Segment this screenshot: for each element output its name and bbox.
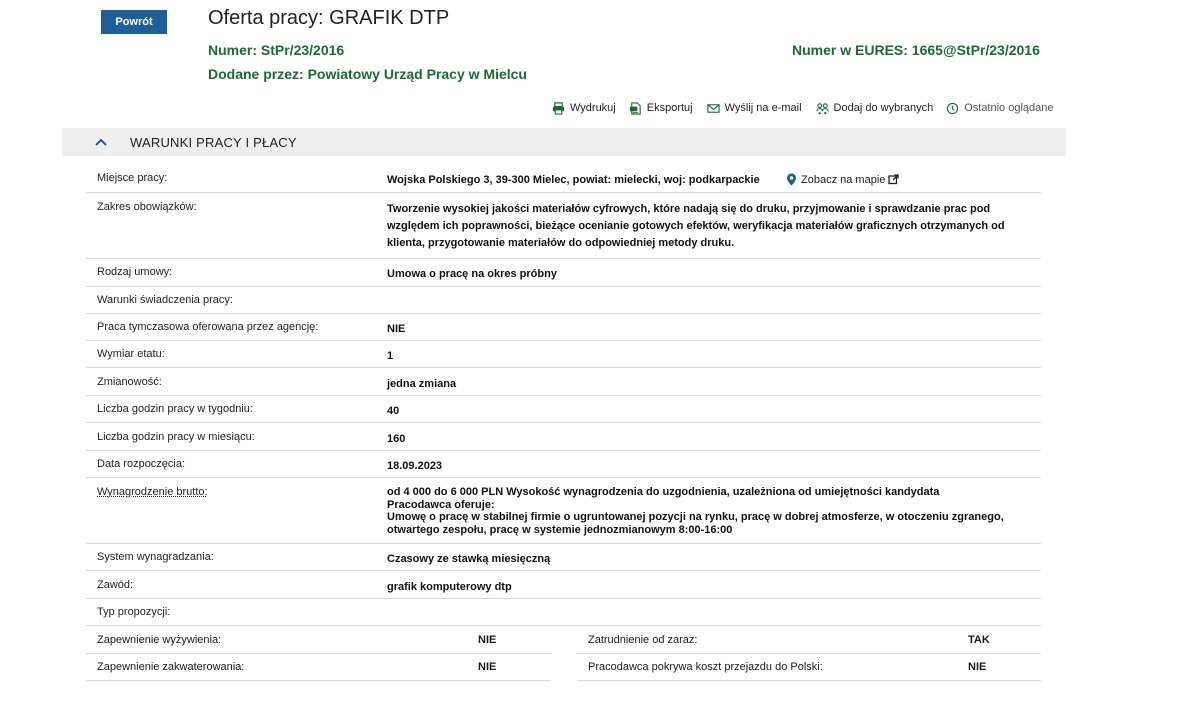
eures-number: Numer w EURES: 1665@StPr/23/2016 — [792, 42, 1040, 58]
row-label: Miejsce pracy: — [97, 172, 168, 184]
favorite-action[interactable] — [816, 101, 934, 115]
row-value: 40 — [387, 405, 400, 417]
row-label: Zapewnienie zakwaterowania: — [97, 661, 245, 673]
chevron-up-icon — [94, 137, 108, 147]
print-action[interactable] — [552, 101, 616, 115]
envelope-icon — [707, 102, 720, 115]
row-label: Wymiar etatu: — [97, 348, 165, 360]
table-row — [86, 376, 1041, 396]
added-by — [208, 66, 527, 82]
table-row — [86, 551, 1041, 571]
salary-offer-details: Umowę o pracę w stabilnej firmie o ugruntowanej pozycji na rynku, pracę w dobrej atmosferze, w otoczeniu zgranego, otwartego zespołu, pracę w systemie jednozmianowym 8:00-16:00 — [387, 511, 1004, 536]
table-row — [86, 172, 1041, 193]
map-pin-icon — [786, 173, 797, 186]
row-label: System wynagradzania: — [97, 551, 214, 563]
row-value: TAK — [968, 634, 990, 646]
row-value: 18.09.2023 — [387, 460, 443, 472]
export-file-icon — [629, 102, 642, 115]
salary-offer-heading: Pracodawca oferuje: — [387, 498, 495, 511]
table-row — [86, 201, 1041, 259]
row-value: NIE — [478, 661, 497, 673]
recent-action[interactable] — [946, 101, 1053, 115]
row-label: Warunki świadczenia pracy: — [97, 294, 233, 306]
row-label: Rodzaj umowy: — [97, 266, 173, 278]
row-value: grafik komputerowy dtp — [387, 581, 512, 593]
back-button[interactable]: Powrót — [101, 10, 167, 34]
row-label: Pracodawca pokrywa koszt przejazdu do Polski: — [588, 661, 823, 673]
row-label: Zmianowość: — [97, 376, 162, 388]
row-label: Zatrudnienie od zaraz: — [588, 634, 698, 646]
pair-row-right — [577, 654, 1041, 681]
table-row — [86, 348, 1041, 368]
row-label: Praca tymczasowa oferowana przez agencję: — [97, 321, 319, 333]
table-row — [86, 606, 1041, 626]
pair-row-left — [86, 654, 551, 681]
table-row — [86, 294, 1041, 314]
row-value: 1 — [387, 350, 394, 362]
row-value: 160 — [387, 433, 406, 445]
row-value: NIE — [478, 634, 497, 646]
row-value: NIE — [968, 661, 987, 673]
table-row — [86, 431, 1041, 451]
pair-row-left — [86, 627, 551, 654]
favorite-label: Dodaj do wybranych — [833, 102, 934, 114]
salary-range: od 4 000 do 6 000 PLN Wysokość wynagrodzenia do uzgodnienia, uzależniona od umiejętności kandydata — [387, 486, 940, 498]
added-by-office: Powiatowy Urząd Pracy w Mielcu — [307, 66, 527, 82]
row-label: Liczba godzin pracy w tygodniu: — [97, 403, 253, 415]
map-link[interactable] — [786, 173, 903, 186]
section-title: WARUNKI PRACY I PŁACY — [130, 134, 297, 150]
table-row — [86, 266, 1041, 287]
table-row — [86, 458, 1041, 478]
row-value: Czasowy ze stawką miesięczną — [387, 553, 551, 565]
row-label: Liczba godzin pracy w miesiącu: — [97, 431, 255, 443]
salary-label[interactable]: Wynagrodzenie brutto: — [97, 486, 208, 498]
row-value: Tworzenie wysokiej jakości materiałów cyfrowych, które nadają się do druku, przyjmowanie i sprawdzanie prac pod względem ich poprawności, bieżące ocenianie gotowych efektów, weryfikacja materiałów graficznych otrzymanych od klienta, przygotowanie materiałów do odpowiedniej metody druku. — [387, 203, 1005, 249]
external-link-icon — [888, 174, 899, 185]
printer-icon — [552, 102, 565, 115]
row-label: Zakres obowiązków: — [97, 201, 197, 213]
map-link-label: Zobacz na mapie — [801, 173, 886, 186]
row-label: Data rozpoczęcia: — [97, 458, 186, 470]
email-label: Wyślij na e-mail — [724, 102, 802, 114]
table-row — [86, 403, 1041, 423]
row-value: Wojska Polskiego 3, 39-300 Mielec, powiat: mielecki, woj: podkarpackie — [387, 174, 760, 186]
row-value: jedna zmiana — [387, 378, 457, 390]
offer-number: Numer: StPr/23/2016 — [208, 42, 345, 58]
export-label: Eksportuj — [646, 102, 693, 114]
print-label: Wydrukuj — [570, 102, 616, 114]
export-action[interactable] — [629, 101, 693, 115]
row-value — [387, 486, 1027, 536]
email-action[interactable] — [707, 101, 802, 115]
recent-label: Ostatnio oglądane — [964, 102, 1054, 114]
clock-icon — [946, 102, 959, 115]
section-header[interactable] — [62, 128, 1066, 156]
row-label: Zawód: — [97, 579, 134, 591]
pair-row-right — [577, 627, 1041, 654]
table-row — [86, 579, 1041, 599]
row-value: NIE — [387, 323, 406, 335]
page-title: Oferta pracy: GRAFIK DTP — [208, 7, 450, 29]
table-row — [86, 486, 1041, 544]
row-label: Zapewnienie wyżywienia: — [97, 634, 222, 646]
row-value: Umowa o pracę na okres próbny — [387, 268, 557, 280]
table-row — [86, 321, 1041, 341]
row-label: Typ propozycji: — [97, 606, 171, 618]
added-by-prefix: Dodane przez: — [208, 66, 308, 82]
group-add-icon — [816, 102, 829, 115]
action-toolbar — [552, 101, 1054, 115]
